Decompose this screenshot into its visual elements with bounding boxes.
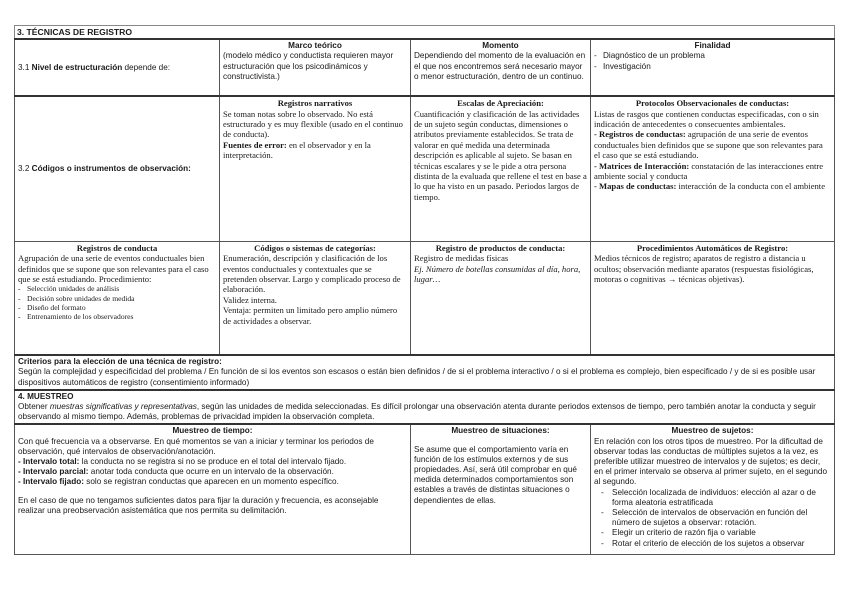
list-item: - Diseño del formato	[18, 303, 216, 312]
finalidad-list	[594, 51, 831, 71]
momento-cell: Momento Dependiendo del momento de la evaluación en el que nos encontremos será necesario mayor o menor estructuración, dentro de un continuo.	[411, 39, 591, 96]
registro-table	[14, 25, 835, 555]
nivel-estructuracion-label: 3.1 Nivel de estructuración depende de:	[15, 39, 220, 96]
document-page	[14, 25, 834, 555]
sujetos-list	[594, 488, 831, 549]
list-item: - Selección unidades de análisis	[18, 284, 216, 293]
list-item: - Diagnóstico de un problema	[594, 51, 831, 61]
muestreo-intro-cell: 4. MUESTREO Obtener muestras significativas y representativas, según las unidades de medida seleccionadas. Es difícil prolongar una observación atenta durante periodos extensos de tiempo, pero también anotar la conducta y seguir observando al mismo tiempo. Además, problemas de privacidad impiden la observación completa.	[15, 390, 835, 425]
list-item: - Rotar el criterio de elección de los sujetos a observar	[612, 539, 831, 549]
muestreo-situaciones-cell: Muestreo de situaciones: Se asume que el comportamiento varía en función de los estímulos externos y de sus propiedades. Así, será útil comprobar en qué medida determinados comportamientos son estables a través de distintas situaciones o dependientes de ellas.	[411, 424, 591, 554]
productos-conducta-cell: Registro de productos de conducta: Registro de medidas físicas Ej. Número de botellas consumidas al día, hora, lugar…	[411, 241, 591, 355]
list-item: - Entrenamiento de los observadores	[18, 312, 216, 321]
section-3-title: 3. TÉCNICAS DE REGISTRO	[15, 26, 835, 40]
escalas-apreciacion-cell: Escalas de Apreciación: Cuantificación y clasificación de las actividades de un sujeto según conductas, dimensiones o atributos previamente establecidos. Se trata de valorar en qué medida una determinada descripción es aplicable al sujeto. Se basan en técnicas escalares y se le pide a otra persona distinta de la evaluada que rellene el test en base a lo que ha visto en un pasado. Periodos largos de tiempo.	[411, 96, 591, 241]
registros-narrativos-cell: Registros narrativos Se toman notas sobre lo observado. No está estructurado y es muy flexible (usado en el continuo de conducta). Fuentes de error: en el observador y en la interpretación.	[220, 96, 411, 241]
muestreo-sujetos-cell: Muestreo de sujetos: En relación con los otros tipos de muestreo. Por la dificultad de observar todas las conductas de múltiples sujetos a la vez, es preferible utilizar muestreo de intervalos y de sujetos; es decir, en el primer intervalo se observa al primer sujeto, en el segundo al segundo. - Selección localizada de individuos: elección al azar o de forma aleatoria estratificada - Selección de intervalos de observación en función del número de sujetos a observar: rotación. - Elegir un criterio de razón fija o variable - Rotar el criterio de elección de los sujetos a observar	[591, 424, 835, 554]
list-item: - Elegir un criterio de razón fija o variable	[612, 528, 831, 538]
finalidad-cell: Finalidad - Diagnóstico de un problema - Investigación	[591, 39, 835, 96]
registros-conducta-cell: Registros de conducta Agrupación de una serie de eventos conductuales bien definidos que se supone que son relevantes para el caso que se está estudiando. Procedimiento: - Selección unidades de análisis - Decisión sobre unidades de medida - Diseño del formato - Entrenamiento de los observadores	[15, 241, 220, 355]
section-4-title: 4. MUESTREO	[18, 391, 74, 401]
marco-teorico-cell: Marco teórico (modelo médico y conductista requieren mayor estructuración que los psicodinámicos y constructivista.)	[220, 39, 411, 96]
criterios-cell: Criterios para la elección de una técnica de registro: Según la complejidad y especificidad del problema / En función de si los eventos son escasos o están bien definidos / de si el problema interactivo / o si el problema es complejo, bien especificado / y de si es posible usar dispositivos automáticos de registro (consentimiento informado)	[15, 355, 835, 390]
protocolos-cell: Protocolos Observacionales de conductas: Listas de rasgos que contienen conductas especificadas, con o sin indicación de antecedentes o consecuentes ambientales. - Registros de conductas: agrupación de una serie de eventos conductuales bien definidos que se supone que son relevantes para el caso que se está estudiando. - Matrices de Interacción: constatación de las interacciones entre ambiente social y conducta - Mapas de conductas: interacción de la conducta con el ambiente	[591, 96, 835, 241]
list-item: - Investigación	[594, 62, 831, 72]
procedimiento-list	[18, 284, 216, 321]
list-item: - Decisión sobre unidades de medida	[18, 294, 216, 303]
procedimientos-automaticos-cell: Procedimientos Automáticos de Registro: Medios técnicos de registro; aparatos de registro a distancia u ocultos; observación mediante aparatos (respuestas fisiológicas, motoras o cognitivas → técnicas objetivas).	[591, 241, 835, 355]
list-item: - Selección localizada de individuos: elección al azar o de forma aleatoria estratificada	[612, 488, 831, 508]
codigos-label: 3.2 Códigos o instrumentos de observación:	[15, 96, 220, 241]
list-item: - Selección de intervalos de observación en función del número de sujetos a observar: rotación.	[612, 508, 831, 528]
codigos-categorias-cell: Códigos o sistemas de categorías: Enumeración, descripción y clasificación de los eventos conductuales y contextuales que se pretenden observar. Largo y complicado proceso de elaboración. Validez interna. Ventaja: permiten un limitado pero amplio número de actividades a observar.	[220, 241, 411, 355]
muestreo-tiempo-cell: Muestreo de tiempo: Con qué frecuencia va a observarse. En qué momentos se van a iniciar y terminar los periodos de observación, qué intervalos de observación/anotación. - Intervalo total: la conducta no se registra si no se produce en el total del intervalo fijado. - Intervalo parcial: anotar toda conducta que ocurre en un intervalo de la observación. - Intervalo fijado: solo se registran conductas que aparecen en un momento específico. En el caso de que no tengamos suficientes datos para fijar la duración y frecuencia, es aconsejable realizar una preobservación asistemática que nos permita su delimitación.	[15, 424, 411, 554]
